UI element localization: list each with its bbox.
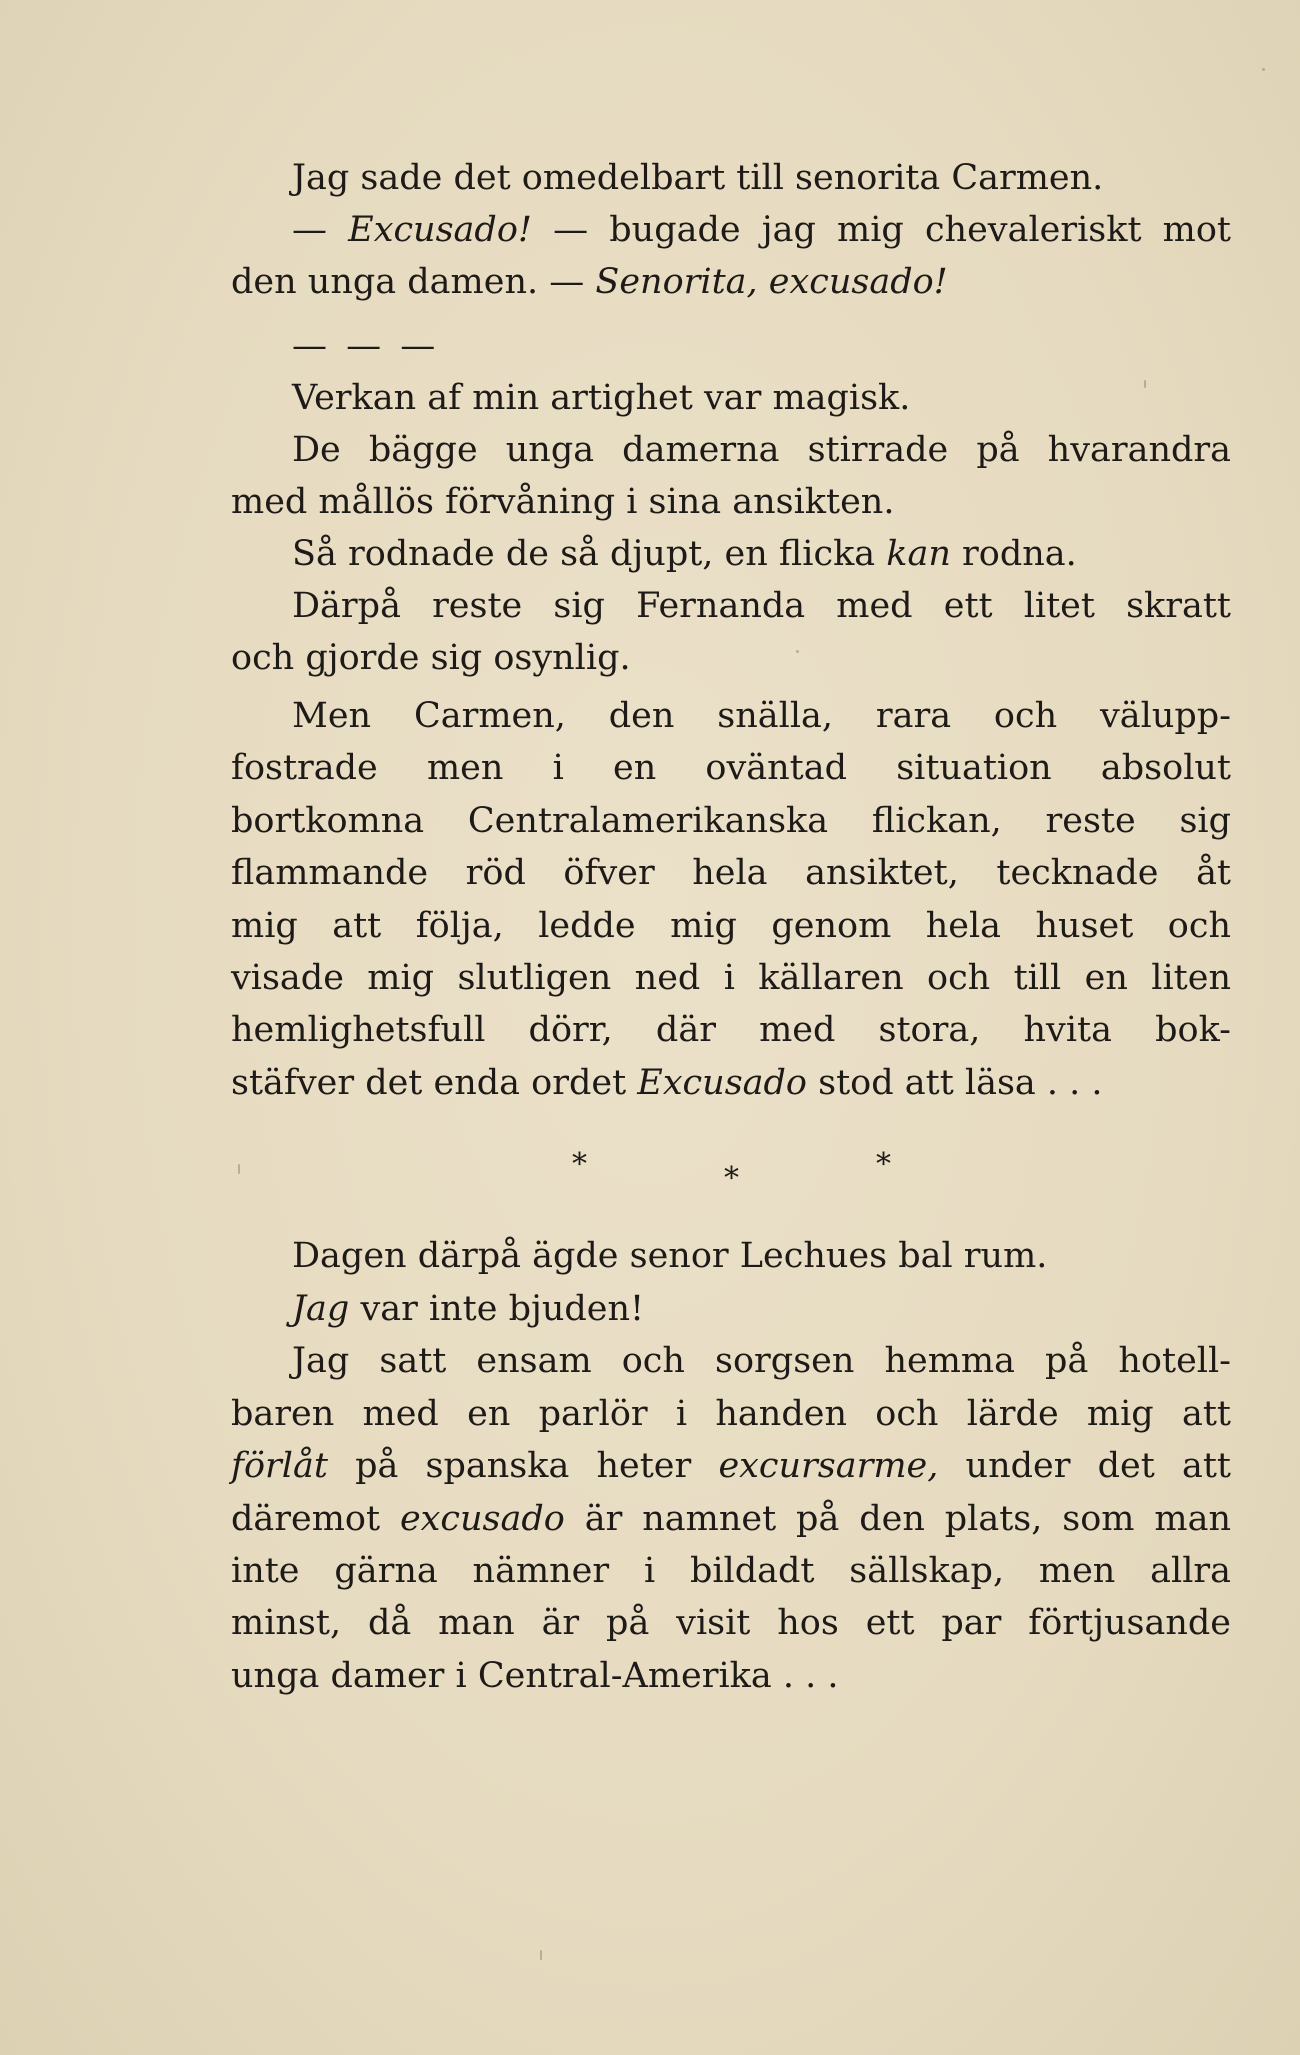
- text-line: [292, 528, 1077, 580]
- text-line: Jag satt ensam och sorgsen hemma på hotell-: [292, 1341, 1231, 1381]
- text-segment: — bugade jag mig chevaleriskt mot: [531, 210, 1231, 250]
- text-line: fostrade men i en oväntad situation absolut: [231, 748, 1231, 788]
- text-line: inte gärna nämner i bildadt sällskap, men allra: [231, 1551, 1231, 1591]
- text-line: unga damer i Central-Amerika . . .: [231, 1656, 839, 1696]
- italic-word: förlåt: [231, 1446, 328, 1486]
- text-line: [231, 1493, 1231, 1545]
- italic-word: excusado: [399, 1499, 565, 1539]
- text-line: [231, 1057, 1103, 1109]
- asterisk: *: [724, 1161, 739, 1196]
- text-line: minst, då man är på visit hos ett par förtjusande: [231, 1603, 1231, 1643]
- em-dash: —: [292, 210, 349, 250]
- italic-word: Excusado: [637, 1063, 808, 1103]
- text-line: Jag sade det omedelbart till senorita Carmen.: [292, 158, 1104, 198]
- asterisk: *: [572, 1147, 587, 1182]
- text-segment: stäfver det enda ordet: [231, 1063, 638, 1103]
- paper-speck: [540, 1950, 542, 1960]
- italic-word: excursarme,: [718, 1446, 939, 1486]
- text-line: bortkomna Centralamerikanska flickan, reste sig: [231, 801, 1231, 841]
- paper-speck: [238, 1164, 240, 1174]
- text-line: De bägge unga damerna stirrade på hvarandra: [292, 430, 1231, 470]
- text-line: hemlighetsfull dörr, där med stora, hvita bok-: [231, 1010, 1231, 1050]
- dash-separator: — — —: [292, 326, 440, 366]
- text-segment: stod att läsa . . .: [807, 1063, 1103, 1103]
- text-segment: var inte bjuden!: [349, 1289, 645, 1329]
- paper-speck: [1144, 380, 1146, 388]
- text-line: [231, 256, 948, 308]
- asterisk: *: [876, 1147, 891, 1182]
- italic-word: Jag: [292, 1289, 350, 1329]
- text-line: Verkan af min artighet var magisk.: [292, 378, 911, 418]
- text-segment: på spanska heter: [327, 1446, 719, 1486]
- text-line: Dagen därpå ägde senor Lechues bal rum.: [292, 1236, 1048, 1276]
- italic-word: kan: [886, 534, 951, 574]
- text-segment: Så rodnade de så djupt, en flicka: [292, 534, 887, 574]
- text-line: Därpå reste sig Fernanda med ett litet skratt: [292, 586, 1231, 626]
- text-line: [292, 1283, 644, 1335]
- text-segment: däremot: [231, 1499, 400, 1539]
- paper-speck: [1262, 68, 1265, 71]
- italic-word: Senorita, excusado!: [595, 262, 948, 302]
- text-line: mig att följa, ledde mig genom hela huset och: [231, 906, 1231, 946]
- text-line: Men Carmen, den snälla, rara och välupp-: [292, 696, 1231, 736]
- text-line: med mållös förvåning i sina ansikten.: [231, 482, 895, 522]
- text-segment: är namnet på den plats, som man: [564, 1499, 1231, 1539]
- text-line: [292, 204, 1231, 256]
- italic-word: Excusado!: [348, 210, 532, 250]
- text-line: visade mig slutligen ned i källaren och till en liten: [231, 958, 1231, 998]
- text-segment: under det att: [938, 1446, 1231, 1486]
- text-line: [231, 1440, 1231, 1492]
- text-segment: rodna.: [950, 534, 1077, 574]
- paper-speck: [796, 650, 799, 653]
- text-line: flammande röd öfver hela ansiktet, tecknade åt: [231, 853, 1231, 893]
- text-segment: den unga damen. —: [231, 262, 596, 302]
- text-line: och gjorde sig osynlig.: [231, 638, 631, 678]
- text-line: baren med en parlör i handen och lärde mig att: [231, 1394, 1231, 1434]
